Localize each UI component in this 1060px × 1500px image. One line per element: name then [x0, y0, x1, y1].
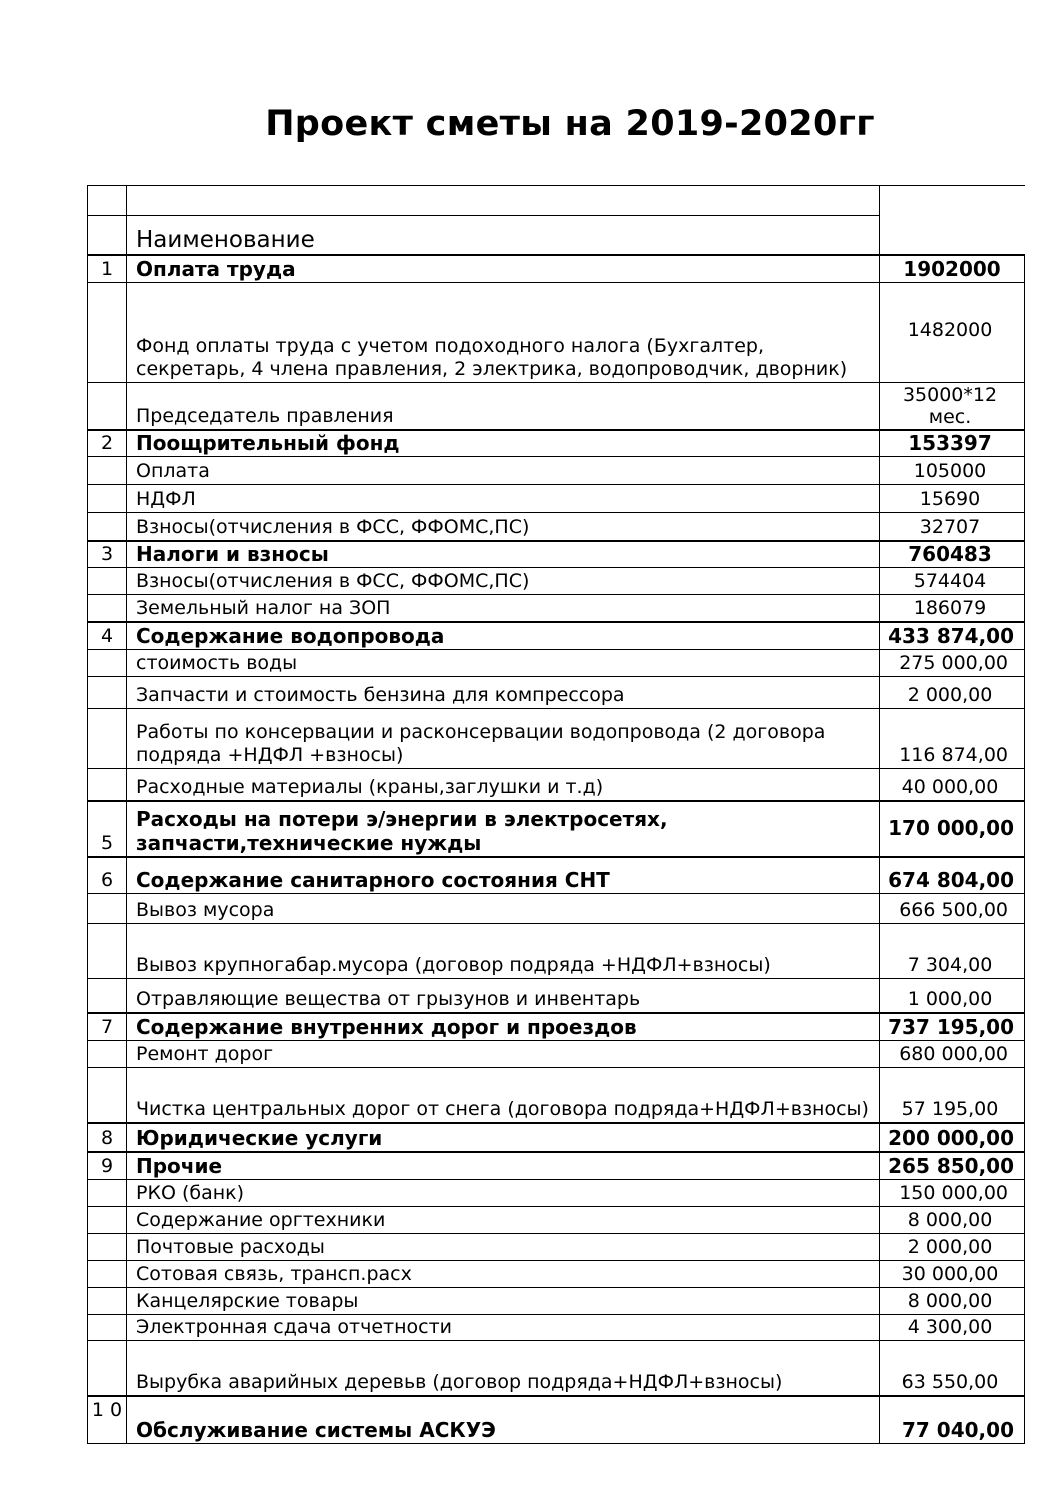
- row-name: Обслуживание системы АСКУЭ: [127, 1396, 880, 1444]
- row-num: 8: [88, 1123, 127, 1152]
- row-name: Оплата: [127, 457, 880, 485]
- table-row: [88, 677, 1025, 709]
- table-row: [88, 457, 1025, 485]
- table-row: [88, 595, 1025, 622]
- row-value: 2 000,00: [880, 1234, 1025, 1261]
- table-row: [88, 1152, 1025, 1180]
- row-name: Расходы на потери э/энергии в электросетях, запчасти,технические нужды: [127, 801, 880, 857]
- header-name-label: Наименование: [127, 216, 880, 255]
- row-name: Запчасти и стоимость бензина для компрессора: [127, 677, 880, 709]
- table-row: [88, 857, 1025, 894]
- row-value: 40 000,00: [880, 769, 1025, 801]
- row-name: Вырубка аварийных деревьв (договор подряда+НДФЛ+взносы): [127, 1341, 880, 1396]
- row-name: Электронная сдача отчетности: [127, 1315, 880, 1341]
- table-row: [88, 1068, 1025, 1123]
- table-row: [88, 1288, 1025, 1315]
- row-num: [88, 1315, 127, 1341]
- row-value: 15690: [880, 485, 1025, 513]
- row-num: 7: [88, 1013, 127, 1041]
- row-value: 105000: [880, 457, 1025, 485]
- table-row: [88, 1013, 1025, 1041]
- row-name: Почтовые расходы: [127, 1234, 880, 1261]
- row-name: Взносы(отчисления в ФСС, ФФОМС,ПС): [127, 568, 880, 595]
- header-cell-value: [880, 186, 1025, 255]
- row-value: 116 874,00: [880, 709, 1025, 769]
- table-row: [88, 1234, 1025, 1261]
- row-name: Вывоз мусора: [127, 894, 880, 924]
- row-num: 5: [88, 801, 127, 857]
- row-num: 4: [88, 622, 127, 650]
- row-num: [88, 979, 127, 1013]
- table-row: [88, 568, 1025, 595]
- table-row: [88, 1180, 1025, 1207]
- row-num: [88, 1234, 127, 1261]
- row-name: Прочие: [127, 1152, 880, 1180]
- header-cell-num: [88, 216, 127, 255]
- row-name: Вывоз крупногабар.мусора (договор подряда +НДФЛ+взносы): [127, 924, 880, 979]
- row-num: [88, 383, 127, 430]
- row-value: 666 500,00: [880, 894, 1025, 924]
- row-num: [88, 283, 127, 383]
- row-name: Содержание водопровода: [127, 622, 880, 650]
- row-value: 30 000,00: [880, 1261, 1025, 1288]
- page-title: Проект сметы на 2019-2020гг: [265, 104, 875, 144]
- row-value: 63 550,00: [880, 1341, 1025, 1396]
- row-value: 4 300,00: [880, 1315, 1025, 1341]
- row-value: 275 000,00: [880, 650, 1025, 677]
- row-name: НДФЛ: [127, 485, 880, 513]
- row-num: [88, 1261, 127, 1288]
- table-row: [88, 1396, 1025, 1444]
- table-row: [88, 709, 1025, 769]
- table-row: [88, 622, 1025, 650]
- row-value: 77 040,00: [880, 1396, 1025, 1444]
- row-num: [88, 513, 127, 541]
- row-value: 8 000,00: [880, 1288, 1025, 1315]
- table-row: [88, 650, 1025, 677]
- table-row: [88, 979, 1025, 1013]
- row-value: 1902000: [880, 255, 1025, 283]
- header-cell-num: [88, 186, 127, 216]
- table-row: [88, 801, 1025, 857]
- row-value: 574404: [880, 568, 1025, 595]
- row-num: 1 0: [88, 1396, 127, 1444]
- row-num: [88, 677, 127, 709]
- row-num: [88, 1068, 127, 1123]
- row-name: Сотовая связь, трансп.расх: [127, 1261, 880, 1288]
- row-name: РКО (банк): [127, 1180, 880, 1207]
- row-name: Расходные материалы (краны,заглушки и т.д): [127, 769, 880, 801]
- row-name: Содержание санитарного состояния СНТ: [127, 857, 880, 894]
- table-row: [88, 541, 1025, 568]
- row-name: стоимость воды: [127, 650, 880, 677]
- row-name: Поощрительный фонд: [127, 430, 880, 457]
- row-num: 6: [88, 857, 127, 894]
- table-row: [88, 283, 1025, 383]
- row-num: [88, 1288, 127, 1315]
- table-row: [88, 1341, 1025, 1396]
- row-name: Чистка центральных дорог от снега (договора подряда+НДФЛ+взносы): [127, 1068, 880, 1123]
- row-name: Оплата труда: [127, 255, 880, 283]
- row-num: [88, 769, 127, 801]
- row-num: [88, 650, 127, 677]
- row-value: 32707: [880, 513, 1025, 541]
- row-value: 265 850,00: [880, 1152, 1025, 1180]
- table-row: [88, 430, 1025, 457]
- table-header-row: [88, 186, 1025, 216]
- row-num: 1: [88, 255, 127, 283]
- table-row: [88, 924, 1025, 979]
- row-name: Председатель правления: [127, 383, 880, 430]
- estimate-table: [87, 185, 1025, 1444]
- row-value: 150 000,00: [880, 1180, 1025, 1207]
- row-num: 2: [88, 430, 127, 457]
- row-num: [88, 1041, 127, 1068]
- row-value: 57 195,00: [880, 1068, 1025, 1123]
- row-value: 760483: [880, 541, 1025, 568]
- row-value: 200 000,00: [880, 1123, 1025, 1152]
- row-name: Земельный налог на ЗОП: [127, 595, 880, 622]
- table-row: [88, 383, 1025, 430]
- row-name: Канцелярские товары: [127, 1288, 880, 1315]
- row-value: 737 195,00: [880, 1013, 1025, 1041]
- row-name: Отравляющие вещества от грызунов и инвентарь: [127, 979, 880, 1013]
- row-num: [88, 709, 127, 769]
- table-row: [88, 1261, 1025, 1288]
- row-num: [88, 924, 127, 979]
- row-value: 2 000,00: [880, 677, 1025, 709]
- row-value: 186079: [880, 595, 1025, 622]
- row-value: 1482000: [880, 283, 1025, 383]
- row-num: [88, 457, 127, 485]
- table-row: [88, 513, 1025, 541]
- row-name: Налоги и взносы: [127, 541, 880, 568]
- row-name: Взносы(отчисления в ФСС, ФФОМС,ПС): [127, 513, 880, 541]
- table-row: [88, 1207, 1025, 1234]
- table-row: [88, 1123, 1025, 1152]
- table-row: [88, 485, 1025, 513]
- row-num: 3: [88, 541, 127, 568]
- table-row: [88, 255, 1025, 283]
- row-num: [88, 1207, 127, 1234]
- row-value: 170 000,00: [880, 801, 1025, 857]
- row-value: 35000*12 мес.: [880, 383, 1025, 430]
- row-num: [88, 568, 127, 595]
- row-name: Фонд оплаты труда с учетом подоходного налога (Бухгалтер, секретарь, 4 члена правления, 2 электрика, водопроводчик, дворник): [127, 283, 880, 383]
- row-value: 153397: [880, 430, 1025, 457]
- row-name: Содержание оргтехники: [127, 1207, 880, 1234]
- row-value: 674 804,00: [880, 857, 1025, 894]
- row-name: Ремонт дорог: [127, 1041, 880, 1068]
- row-value: 680 000,00: [880, 1041, 1025, 1068]
- row-value: 433 874,00: [880, 622, 1025, 650]
- row-name: Юридические услуги: [127, 1123, 880, 1152]
- table-row: [88, 1041, 1025, 1068]
- row-name: Содержание внутренних дорог и проездов: [127, 1013, 880, 1041]
- row-name: Работы по консервации и расконсервации водопровода (2 договора подряда +НДФЛ +взносы): [127, 709, 880, 769]
- row-num: [88, 595, 127, 622]
- table-row: [88, 894, 1025, 924]
- row-value: 7 304,00: [880, 924, 1025, 979]
- table-row: [88, 1315, 1025, 1341]
- row-num: [88, 894, 127, 924]
- header-cell-name-top: [127, 186, 880, 216]
- table-row: [88, 769, 1025, 801]
- row-value: 1 000,00: [880, 979, 1025, 1013]
- row-value: 8 000,00: [880, 1207, 1025, 1234]
- row-num: [88, 1341, 127, 1396]
- row-num: [88, 1180, 127, 1207]
- row-num: [88, 485, 127, 513]
- row-num: 9: [88, 1152, 127, 1180]
